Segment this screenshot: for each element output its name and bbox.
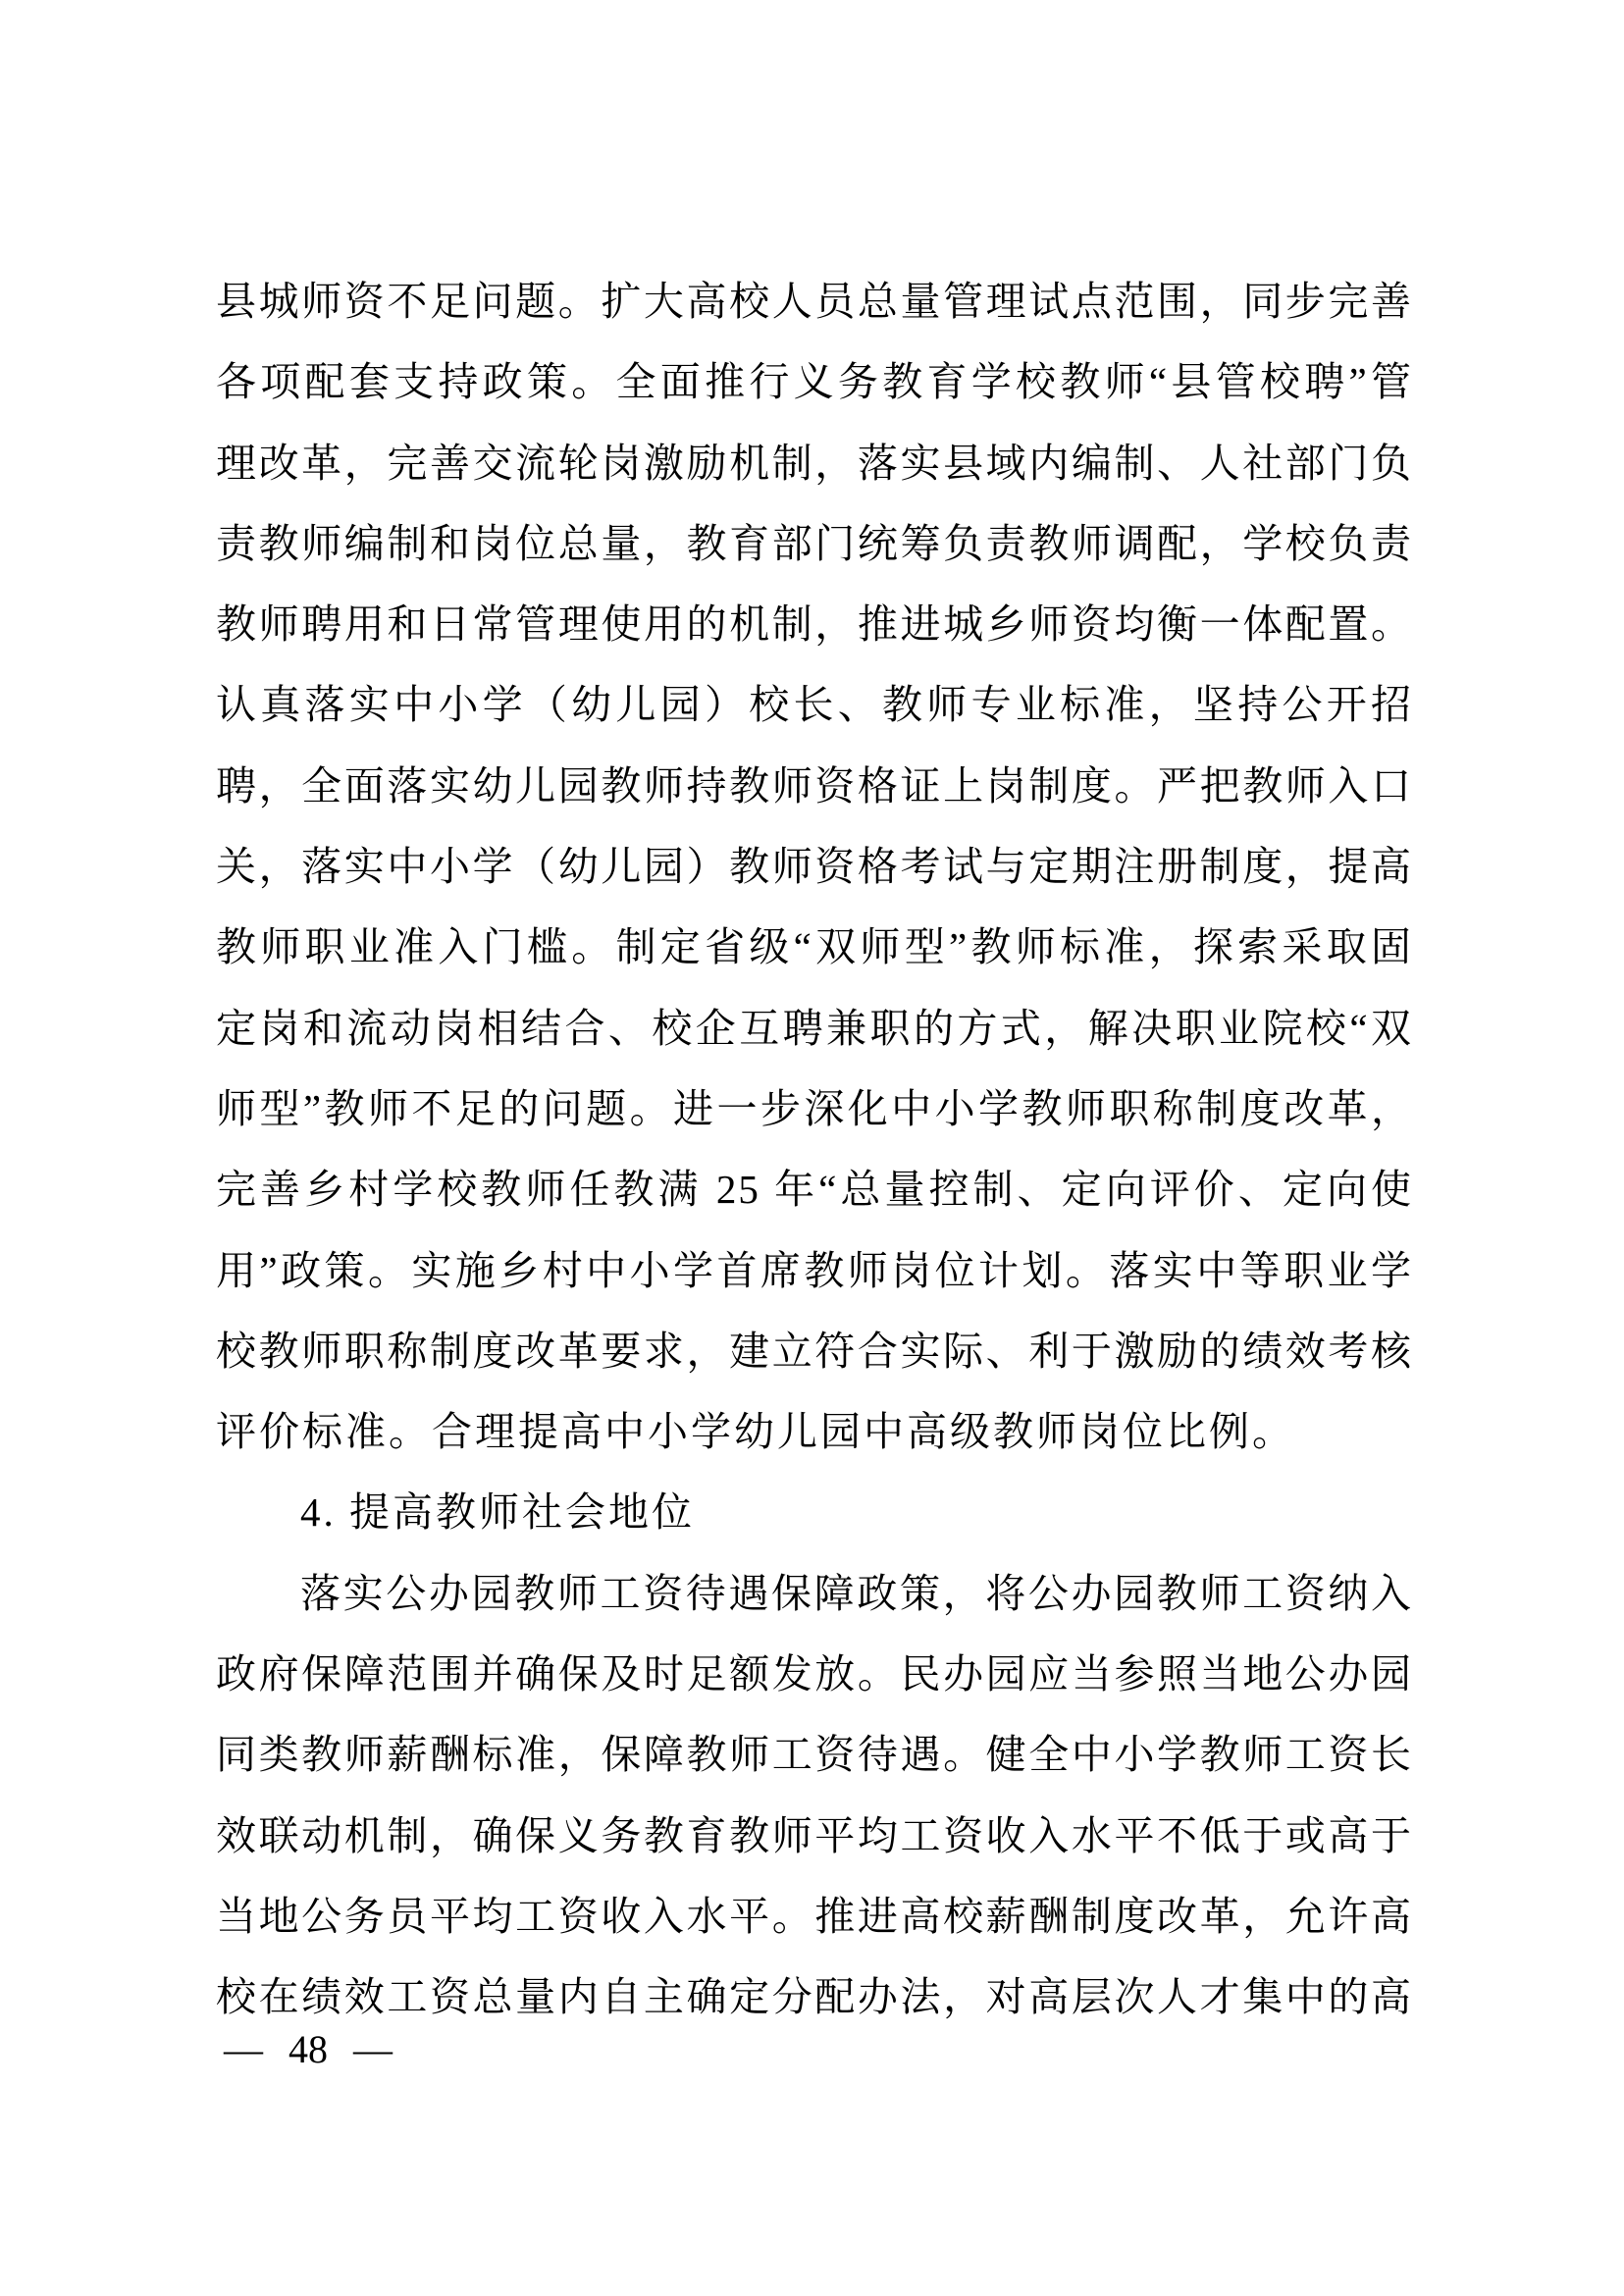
text-line: 校在绩效工资总量内自主确定分配办法，对高层次人才集中的高 bbox=[216, 1974, 1413, 2020]
body-text bbox=[216, 261, 1413, 2038]
text-line: 聘，全面落实幼儿园教师持教师资格证上岗制度。严把教师入口 bbox=[216, 762, 1413, 809]
text-line: 评价标准。合理提高中小学幼儿园中高级教师岗位比例。 bbox=[216, 1409, 1295, 1455]
text-line: 教师职业准入门槛。制定省级“双师型”教师标准，探索采取固 bbox=[216, 924, 1413, 970]
text-line: 理改革，完善交流轮岗激励机制，落实县域内编制、人社部门负 bbox=[216, 440, 1413, 486]
footer-dash-right: — bbox=[353, 2027, 393, 2071]
page-footer bbox=[224, 2027, 393, 2071]
text-line: 关，落实中小学（幼儿园）教师资格考试与定期注册制度，提高 bbox=[216, 844, 1413, 890]
text-line: 教师聘用和日常管理使用的机制，推进城乡师资均衡一体配置。 bbox=[216, 601, 1413, 648]
text-line: 各项配套支持政策。全面推行义务教育学校教师“县管校聘”管 bbox=[216, 359, 1413, 405]
text-line: 当地公务员平均工资收入水平。推进高校薪酬制度改革，允许高 bbox=[216, 1893, 1413, 1939]
text-line: 责教师编制和岗位总量，教育部门统筹负责教师调配，学校负责 bbox=[216, 520, 1413, 566]
section-heading: 4. 提高教师社会地位 bbox=[300, 1489, 695, 1536]
text-line: 认真落实中小学（幼儿园）校长、教师专业标准，坚持公开招 bbox=[216, 682, 1413, 728]
text-line: 定岗和流动岗相结合、校企互聘兼职的方式，解决职业院校“双 bbox=[216, 1005, 1413, 1051]
text-line: 用”政策。实施乡村中小学首席教师岗位计划。落实中等职业学 bbox=[216, 1247, 1413, 1293]
text-line: 政府保障范围并确保及时足额发放。民办园应当参照当地公办园 bbox=[216, 1651, 1413, 1697]
text-line: 落实公办园教师工资待遇保障政策，将公办园教师工资纳入 bbox=[300, 1570, 1413, 1616]
text-line: 县城师资不足问题。扩大高校人员总量管理试点范围，同步完善 bbox=[216, 279, 1413, 324]
text-line: 校教师职称制度改革要求，建立符合实际、利于激励的绩效考核 bbox=[216, 1328, 1413, 1374]
page-number: 48 bbox=[288, 2027, 328, 2071]
text-line: 效联动机制，确保义务教育教师平均工资收入水平不低于或高于 bbox=[216, 1812, 1413, 1858]
text-line: 完善乡村学校教师任教满 25 年“总量控制、定向评价、定向使 bbox=[216, 1167, 1413, 1213]
footer-dash-left: — bbox=[224, 2027, 263, 2071]
text-line: 师型”教师不足的问题。进一步深化中小学教师职称制度改革， bbox=[216, 1085, 1413, 1131]
text-line: 同类教师薪酬标准，保障教师工资待遇。健全中小学教师工资长 bbox=[216, 1732, 1413, 1778]
